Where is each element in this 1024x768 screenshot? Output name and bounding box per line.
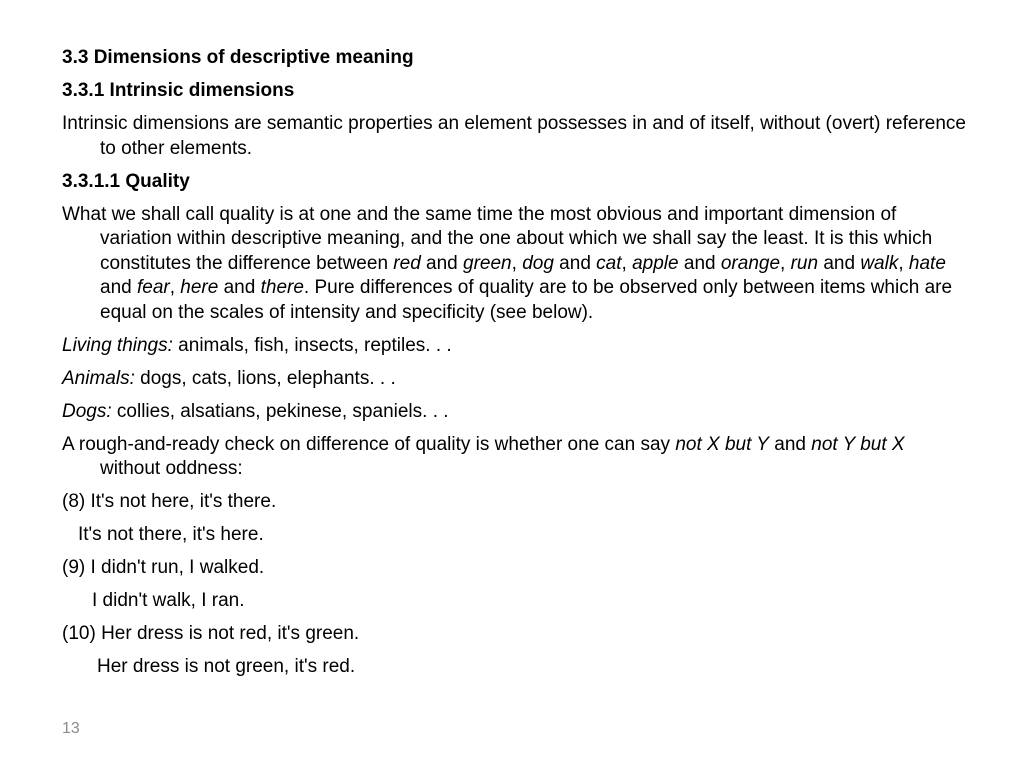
- quality-text-and4: and: [818, 252, 861, 274]
- example-10-line1: (10) Her dress is not red, it's green.: [62, 623, 360, 644]
- quality-text-comma5: ,: [169, 277, 181, 298]
- hierarchy-line-dogs: [62, 400, 967, 425]
- word-green: green: [463, 252, 512, 274]
- quality-text-comma4: ,: [898, 252, 909, 274]
- hierarchy-line-living-things: [62, 334, 967, 359]
- hierarchy-label: Living things:: [62, 334, 173, 356]
- quality-text-comma2: ,: [621, 252, 633, 274]
- subsection-heading: 3.3.1 Intrinsic dimensions: [62, 80, 295, 101]
- quality-text-and5: and: [100, 277, 137, 298]
- quality-text-part2: . Pure differences of quality are to be observed only between items which are equal on the scales of intensity and specificity (see below).: [100, 277, 953, 323]
- word-walk: walk: [860, 252, 899, 274]
- word-cat: cat: [596, 252, 622, 274]
- section-heading: 3.3 Dimensions of descriptive meaning: [62, 47, 414, 68]
- example-9-line2: I didn't walk, I ran.: [92, 590, 245, 611]
- phrase-not-y-but-x: not Y but X: [811, 433, 905, 455]
- hierarchy-label: Animals:: [62, 367, 135, 389]
- word-fear: fear: [136, 277, 170, 298]
- word-red: red: [393, 252, 421, 274]
- quality-paragraph: [62, 203, 967, 326]
- quality-text-and6: and: [218, 277, 261, 298]
- quality-text-and3: and: [678, 252, 721, 274]
- hierarchy-items: collies, alsatians, pekinese, spaniels. . .: [111, 400, 449, 422]
- page-number: 13: [62, 720, 80, 737]
- word-dog: dog: [522, 252, 554, 274]
- check-text-and: and: [768, 433, 812, 455]
- example-10-line2: Her dress is not green, it's red.: [97, 656, 356, 677]
- example-8-line2: It's not there, it's here.: [78, 524, 264, 545]
- word-apple: apple: [632, 252, 679, 274]
- quality-text-and2: and: [553, 252, 597, 274]
- quality-text-comma3: ,: [780, 252, 791, 274]
- word-orange: orange: [720, 252, 781, 274]
- hierarchy-items: animals, fish, insects, reptiles. . .: [172, 334, 452, 356]
- word-hate: hate: [908, 252, 946, 274]
- word-run: run: [790, 252, 819, 274]
- quality-text-comma1: ,: [511, 252, 523, 274]
- hierarchy-items: dogs, cats, lions, elephants. . .: [134, 367, 396, 389]
- phrase-not-x-but-y: not X but Y: [675, 433, 769, 455]
- hierarchy-line-animals: [62, 367, 967, 392]
- slide-content: [62, 46, 967, 688]
- subsubsection-heading: 3.3.1.1 Quality: [62, 170, 190, 192]
- check-paragraph: [62, 433, 967, 482]
- intro-paragraph: Intrinsic dimensions are semantic properties an element possesses in and of itself, without (overt) reference to other elements.: [62, 113, 966, 159]
- quality-text-part1: What we shall call quality is at one and the same time the most obvious and important dimension of variation within descriptive meaning, and the one about which we shall say the least. It is this which constitutes the difference between: [62, 203, 933, 274]
- hierarchy-label: Dogs:: [62, 400, 112, 422]
- example-9-line1: (9) I didn't run, I walked.: [62, 557, 265, 578]
- word-there: there: [260, 277, 304, 298]
- check-text-part1: A rough-and-ready check on difference of quality is whether one can say: [62, 433, 676, 455]
- check-text-part2: without oddness:: [100, 458, 243, 479]
- example-8-line1: (8) It's not here, it's there.: [62, 491, 277, 512]
- quality-text-and1: and: [420, 252, 464, 274]
- word-here: here: [180, 277, 219, 298]
